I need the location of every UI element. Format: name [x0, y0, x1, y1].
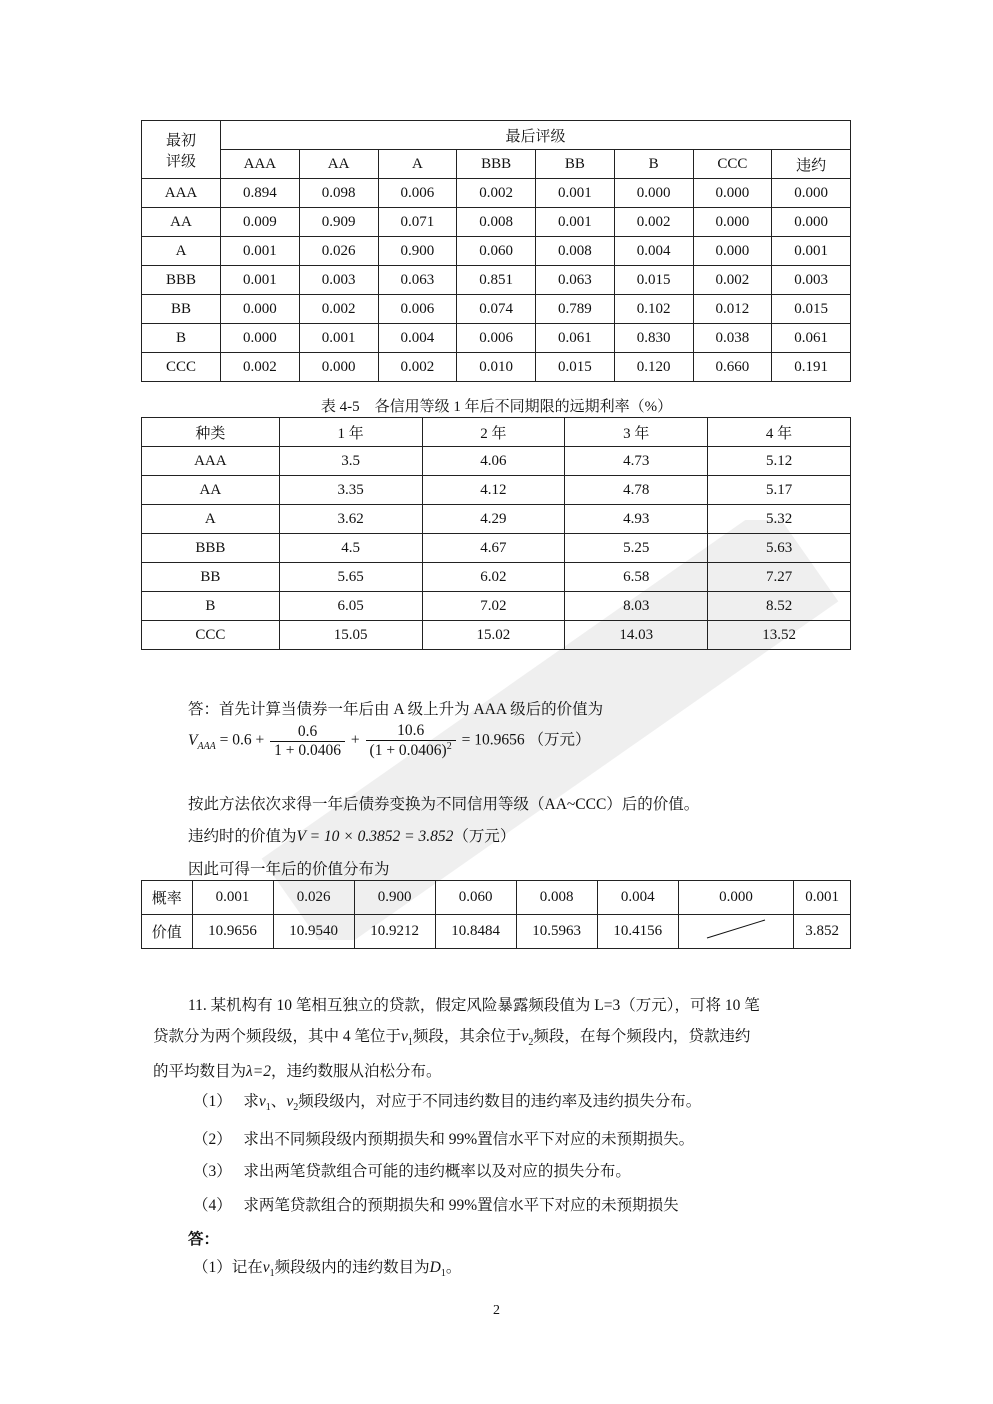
table-cell: 0.060: [435, 881, 516, 915]
row-label: AAA: [142, 447, 280, 476]
table-cell: 14.03: [565, 621, 708, 650]
q11-item-3: （3） 求出两笔贷款组合可能的违约概率以及对应的损失分布。: [193, 1163, 631, 1180]
table-cell: 0.000: [772, 208, 851, 237]
table-cell: 5.63: [708, 534, 851, 563]
corner-label-line1: 最初: [165, 132, 196, 149]
table-cell: 0.015: [772, 295, 851, 324]
table-cell: 7.27: [708, 563, 851, 592]
corner-header: [142, 121, 221, 179]
table-cell: 0.002: [221, 353, 300, 382]
table-row: [142, 621, 851, 650]
table-cell: 0.004: [378, 324, 457, 353]
column-header: 2 年: [422, 418, 565, 447]
table-cell: 4.73: [565, 447, 708, 476]
table-cell: 0.063: [536, 266, 615, 295]
corner-label-line2: 评级: [165, 153, 196, 170]
row-label: BBB: [142, 534, 280, 563]
table-cell: 0.063: [378, 266, 457, 295]
table-cell: 3.5: [279, 447, 422, 476]
table-caption: 表 4-5 各信用等级 1 年后不同期限的远期利率（%）: [320, 399, 673, 415]
q11-line3: 的平均数目为λ=2，违约数服从泊松分布。: [153, 1063, 442, 1080]
table-cell: 4.06: [422, 447, 565, 476]
table-cell: 0.660: [693, 353, 772, 382]
diagonal-slash: [701, 917, 771, 941]
table-cell: 13.52: [708, 621, 851, 650]
row-label: A: [142, 237, 221, 266]
table-cell: 0.120: [614, 353, 693, 382]
table-cell: 0.909: [299, 208, 378, 237]
table-cell: 0.830: [614, 324, 693, 353]
distribution-line: 因此可得一年后的价值分布为: [188, 861, 390, 878]
table-row: [142, 266, 851, 295]
table-cell: 0.026: [273, 881, 354, 915]
row-label: CCC: [142, 353, 221, 382]
table-cell: 0.851: [457, 266, 536, 295]
table-row: [142, 295, 851, 324]
table-row: [142, 447, 851, 476]
table-cell: 0.894: [221, 179, 300, 208]
q11-line1: 11. 某机构有 10 笔相互独立的贷款，假定风险暴露频段值为 L=3（万元），可将 10 笔: [188, 997, 760, 1014]
table-cell: 0.015: [614, 266, 693, 295]
answer-label: 答：: [188, 1231, 220, 1248]
table-cell: 0.006: [457, 324, 536, 353]
table-cell: 5.12: [708, 447, 851, 476]
table-cell: 0.098: [299, 179, 378, 208]
table-cell: 0.001: [221, 237, 300, 266]
table-cell: 0.009: [221, 208, 300, 237]
table-row: [142, 476, 851, 505]
group-header: 最后评级: [221, 121, 851, 150]
column-header: AA: [299, 150, 378, 179]
column-header: 违约: [772, 150, 851, 179]
q11-item-2: （2） 求出不同频段级内预期损失和 99%置信水平下对应的未预期损失。: [193, 1131, 695, 1148]
table-cell: 0.000: [693, 237, 772, 266]
formula-result: = 10.9656: [461, 731, 525, 749]
table-cell: 3.62: [279, 505, 422, 534]
table-cell: 10.8484: [435, 915, 516, 949]
table-cell: 0.000: [693, 179, 772, 208]
empty-diagonal-cell: [678, 915, 794, 949]
table-cell: 0.060: [457, 237, 536, 266]
table-cell: 4.78: [565, 476, 708, 505]
table-cell: 3.35: [279, 476, 422, 505]
table-cell: 10.9212: [354, 915, 435, 949]
table-cell: 0.002: [378, 353, 457, 382]
table-cell: 6.02: [422, 563, 565, 592]
table-cell: 0.001: [299, 324, 378, 353]
table-cell: 0.015: [536, 353, 615, 382]
table-cell: 0.789: [536, 295, 615, 324]
column-header: BB: [536, 150, 615, 179]
table-cell: 4.12: [422, 476, 565, 505]
column-header: BBB: [457, 150, 536, 179]
table-cell: 15.05: [279, 621, 422, 650]
table-cell: 0.191: [772, 353, 851, 382]
table-cell: 0.000: [614, 179, 693, 208]
table-cell: 0.003: [772, 266, 851, 295]
table-cell: 0.001: [772, 237, 851, 266]
table-cell: 0.001: [192, 881, 273, 915]
row-label: A: [142, 505, 280, 534]
table-cell: 0.000: [693, 208, 772, 237]
table-cell: 0.000: [772, 179, 851, 208]
table-row: [142, 237, 851, 266]
table-cell: 0.900: [354, 881, 435, 915]
table-cell: 5.32: [708, 505, 851, 534]
table-cell: 7.02: [422, 592, 565, 621]
row-label: BB: [142, 563, 280, 592]
row-label: AA: [142, 208, 221, 237]
table-cell: 0.008: [516, 881, 597, 915]
table-cell: 0.026: [299, 237, 378, 266]
column-header: 4 年: [708, 418, 851, 447]
formula-plus: +: [350, 731, 360, 749]
table-cell: 0.006: [378, 295, 457, 324]
column-header: 种类: [142, 418, 280, 447]
table-cell: 0.001: [536, 179, 615, 208]
row-label: AAA: [142, 179, 221, 208]
table-cell: 0.000: [299, 353, 378, 382]
table-cell: 0.006: [378, 179, 457, 208]
table-cell: 0.010: [457, 353, 536, 382]
forward-rate-table: [141, 417, 851, 650]
table-row: [142, 881, 851, 915]
table-cell: 0.102: [614, 295, 693, 324]
table-cell: 0.008: [536, 237, 615, 266]
table-cell: 4.5: [279, 534, 422, 563]
table-cell: 0.003: [299, 266, 378, 295]
table-cell: 0.061: [772, 324, 851, 353]
row-label: BBB: [142, 266, 221, 295]
row-label: AA: [142, 476, 280, 505]
column-header: B: [614, 150, 693, 179]
table-cell: 6.58: [565, 563, 708, 592]
table-cell: 0.002: [614, 208, 693, 237]
table-cell: 10.4156: [597, 915, 678, 949]
table-cell: 4.67: [422, 534, 565, 563]
formula-term1: = 0.6 +: [219, 731, 265, 749]
default-value-line: 违约时的价值为V = 10 × 0.3852 = 3.852（万元）: [188, 828, 516, 845]
answer-line-1: （1）记在$v_1$频段级内的违约数目为$D_1$。: [193, 1259, 462, 1280]
table-cell: 0.001: [221, 266, 300, 295]
table-row: [142, 915, 851, 949]
table-cell: 4.93: [565, 505, 708, 534]
table-row: [142, 208, 851, 237]
table-cell: 0.000: [221, 324, 300, 353]
row-label: 价值: [142, 915, 193, 949]
table-cell: 10.9540: [273, 915, 354, 949]
table-row: [142, 592, 851, 621]
value-distribution-table: [141, 880, 851, 949]
column-header: 1 年: [279, 418, 422, 447]
table-cell: 5.17: [708, 476, 851, 505]
table-cell: 8.03: [565, 592, 708, 621]
formula-unit: （万元）: [528, 731, 591, 749]
table-row: [142, 179, 851, 208]
table-cell: 0.000: [678, 881, 794, 915]
table-cell: 0.001: [794, 881, 851, 915]
valuation-formula: [188, 722, 591, 772]
table-cell: 0.008: [457, 208, 536, 237]
table-cell: 0.038: [693, 324, 772, 353]
table-row: [142, 563, 851, 592]
table-cell: 0.012: [693, 295, 772, 324]
answer-intro: 答：首先计算当债券一年后由 A 级上升为 AAA 级后的价值为: [188, 701, 604, 718]
table-cell: 5.65: [279, 563, 422, 592]
page-number: 2: [493, 1303, 500, 1318]
column-header: 3 年: [565, 418, 708, 447]
row-label: 概率: [142, 881, 193, 915]
table-cell: 3.852: [794, 915, 851, 949]
table-cell: 0.004: [614, 237, 693, 266]
table-row: [142, 353, 851, 382]
table-cell: 0.000: [221, 295, 300, 324]
column-header: CCC: [693, 150, 772, 179]
table-cell: 6.05: [279, 592, 422, 621]
formula-fraction-2: $\frac{10.6}{(1 + 0.0406)^2}$: [366, 722, 456, 760]
q11-item-1: （1） 求$v_1$、$v_2$频段级内，对应于不同违约数目的违约率及违约损失分布。: [193, 1093, 702, 1114]
table-cell: 8.52: [708, 592, 851, 621]
table-cell: 0.004: [597, 881, 678, 915]
table-cell: 4.29: [422, 505, 565, 534]
table-cell: 5.25: [565, 534, 708, 563]
table-cell: 0.061: [536, 324, 615, 353]
formula-fraction-1: $\frac{0.6}{1 + 0.0406}$: [270, 723, 345, 760]
table-cell: 0.002: [693, 266, 772, 295]
table-row: [142, 534, 851, 563]
table-cell: 0.071: [378, 208, 457, 237]
formula-lhs: $V_{AAA}$: [188, 731, 216, 752]
table-row: [142, 505, 851, 534]
row-label: B: [142, 324, 221, 353]
method-line: 按此方法依次求得一年后债券变换为不同信用等级（AA~CCC）后的价值。: [188, 796, 700, 813]
q11-item-4: （4） 求两笔贷款组合的预期损失和 99%置信水平下对应的未预期损失: [193, 1197, 679, 1214]
table-cell: 0.074: [457, 295, 536, 324]
transition-matrix-table: [141, 120, 851, 382]
row-label: BB: [142, 295, 221, 324]
table-cell: 0.900: [378, 237, 457, 266]
table-cell: 0.001: [536, 208, 615, 237]
table-cell: 0.002: [299, 295, 378, 324]
table-cell: 10.5963: [516, 915, 597, 949]
table-cell: 0.002: [457, 179, 536, 208]
table-row: [142, 324, 851, 353]
column-header: AAA: [221, 150, 300, 179]
row-label: B: [142, 592, 280, 621]
q11-line2: 贷款分为两个频段级，其中 4 笔位于$v_1$频段，其余位于$v_2$频段，在每个频段内，贷款违约: [153, 1028, 751, 1049]
table-cell: 10.9656: [192, 915, 273, 949]
table-cell: 15.02: [422, 621, 565, 650]
column-header: A: [378, 150, 457, 179]
row-label: CCC: [142, 621, 280, 650]
